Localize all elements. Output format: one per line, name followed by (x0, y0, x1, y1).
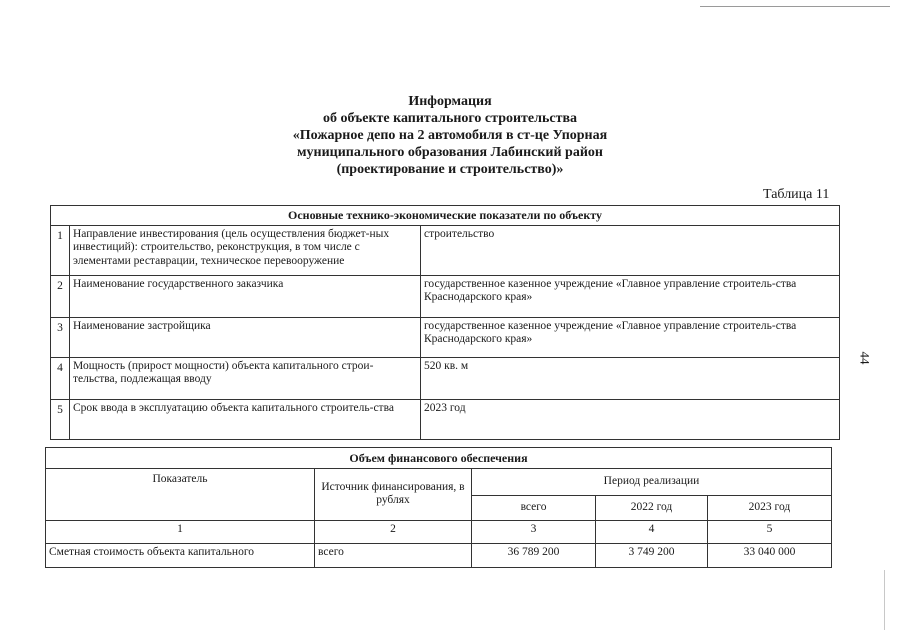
financing-indicator: Сметная стоимость объекта капитального (46, 543, 315, 567)
header-subtitle: об объекте капитального строительства (322, 111, 578, 126)
row-label: Мощность (прирост мощности) объекта капитального строи-тельства, подлежащая вводу (70, 357, 421, 399)
table-caption: Таблица 11 (763, 187, 830, 202)
indicators-table (50, 205, 840, 440)
row-value: 2023 год (421, 399, 840, 439)
document-header (180, 93, 720, 178)
row-label: Наименование государственного заказчика (70, 275, 421, 317)
financing-table (45, 447, 832, 568)
financing-2022: 3 749 200 (596, 543, 708, 567)
col-index: 1 (46, 520, 315, 543)
row-label: Направление инвестирования (цель осуществления бюджет-ных инвестиций): строительство, реконструкция, в том числе с элементами реставрации, техническое перевооружение (70, 225, 421, 275)
header-title: Информация (408, 94, 492, 109)
scan-edge-mark (884, 570, 885, 630)
table-row (46, 543, 832, 567)
financing-2023: 33 040 000 (707, 543, 831, 567)
indicators-section-row (51, 206, 840, 226)
col-index: 4 (596, 520, 708, 543)
indicators-section-title: Основные технико-экономические показатели по объекту (51, 206, 840, 226)
financing-section-title: Объем финансового обеспечения (46, 448, 832, 469)
col-index: 5 (707, 520, 831, 543)
table-row (51, 225, 840, 275)
row-number: 2 (51, 275, 70, 317)
col-index: 2 (315, 520, 472, 543)
table-row (51, 317, 840, 357)
table-row (51, 275, 840, 317)
financing-section-row (46, 448, 832, 469)
header-object-name: «Пожарное депо на 2 автомобиля в ст-це Упорная (292, 128, 608, 143)
row-number: 4 (51, 357, 70, 399)
table-row (51, 357, 840, 399)
row-value: государственное казенное учреждение «Главное управление строитель-ства Краснодарского края» (421, 275, 840, 317)
row-number: 1 (51, 225, 70, 275)
col-2023-header: 2023 год (707, 495, 831, 520)
row-label: Наименование застройщика (70, 317, 421, 357)
col-indicator-header: Показатель (46, 468, 315, 520)
page-number: 44 (857, 351, 873, 365)
row-label: Срок ввода в эксплуатацию объекта капитального строитель-ства (70, 399, 421, 439)
col-source-header: Источник финансирования, в рублях (315, 468, 472, 520)
header-municipality: муниципального образования Лабинский район (297, 145, 603, 160)
row-value: строительство (421, 225, 840, 275)
financing-index-row (46, 520, 832, 543)
financing-total: 36 789 200 (472, 543, 596, 567)
financing-source: всего (315, 543, 472, 567)
col-period-header: Период реализации (472, 468, 832, 495)
row-number: 3 (51, 317, 70, 357)
col-2022-header: 2022 год (596, 495, 708, 520)
table-row (51, 399, 840, 439)
col-index: 3 (472, 520, 596, 543)
col-total-header: всего (472, 495, 596, 520)
header-scope: (проектирование и строительство)» (336, 162, 564, 177)
financing-header-row (46, 468, 832, 495)
row-value: государственное казенное учреждение «Главное управление строитель-ства Краснодарского края» (421, 317, 840, 357)
row-value: 520 кв. м (421, 357, 840, 399)
scan-artifact-line (700, 6, 890, 7)
row-number: 5 (51, 399, 70, 439)
